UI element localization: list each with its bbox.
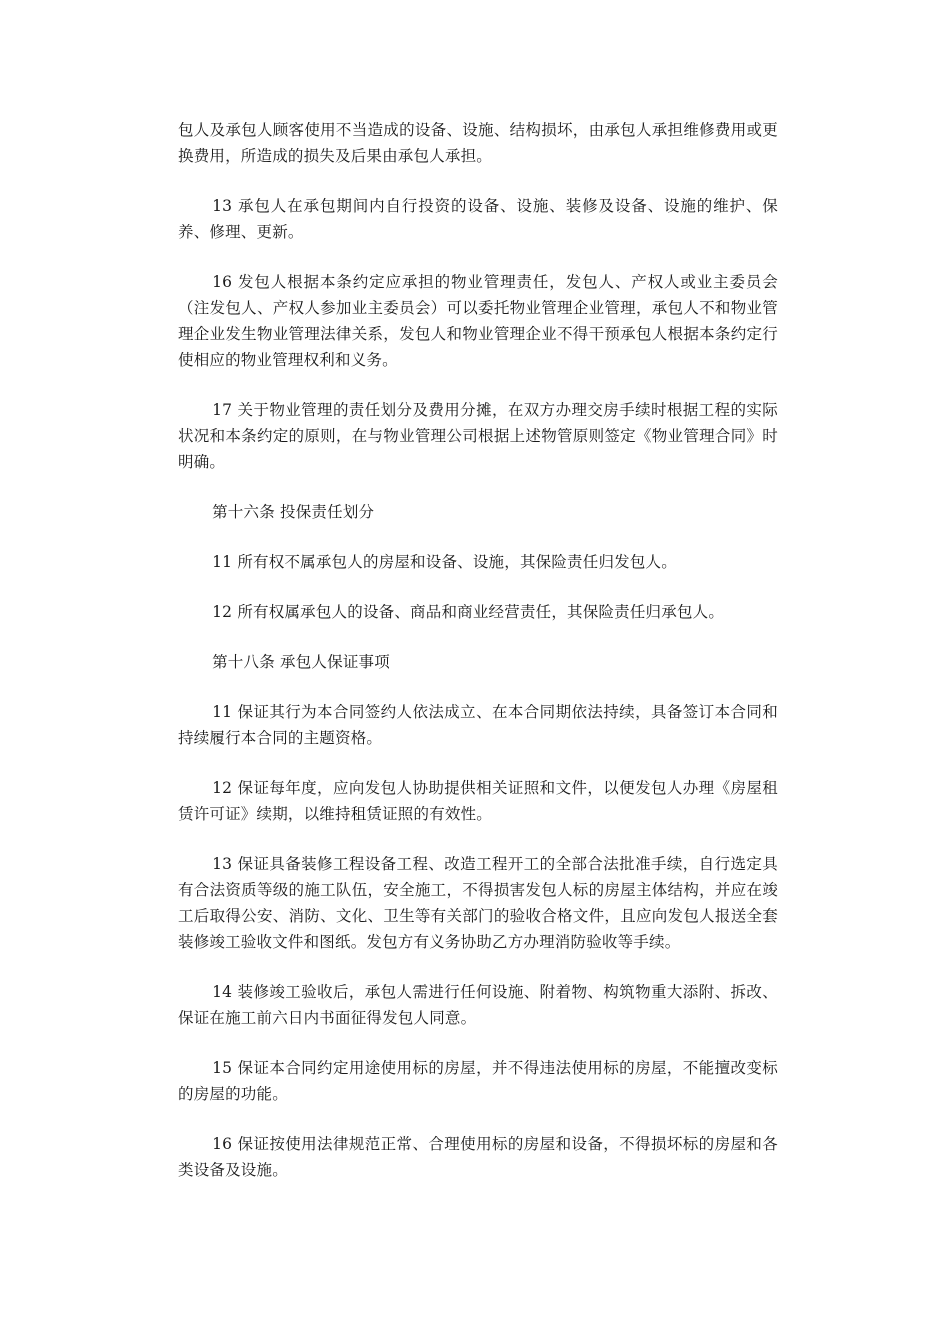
section-heading-article-16: 第十六条 投保责任划分 (212, 503, 375, 521)
paragraph-clause-11-insurance-owner: 11 所有权不属承包人的房屋和设备、设施，其保险责任归发包人。 (212, 553, 677, 571)
paragraph-guarantee-16: 16 保证按使用法律规范正常、合理使用标的房屋和设备，不得损坏标的房屋和各类设备及设施。 (178, 1135, 778, 1179)
paragraph-guarantee-13: 13 保证具备装修工程设备工程、改造工程开工的全部合法批准手续，自行选定具有合法资质等级的施工队伍，安全施工，不得损害发包人标的房屋主体结构，并应在竣工后取得公安、消防、文化、卫生等有关部门的验收合格文件，且应向发包人报送全套装修竣工验收文件和图纸。发包方有义务协助乙方办理消防验收等手续。 (178, 855, 778, 951)
paragraph-guarantee-12: 12 保证每年度，应向发包人协助提供相关证照和文件，以便发包人办理《房屋租赁许可证》续期，以维持租赁证照的有效性。 (178, 779, 778, 823)
paragraph-clause-13-maintenance: 13 承包人在承包期间内自行投资的设备、设施、装修及设备、设施的维护、保养、修理、更新。 (178, 197, 778, 241)
paragraph-clause-12-insurance-contractor: 12 所有权属承包人的设备、商品和商业经营责任，其保险责任归承包人。 (212, 603, 725, 621)
paragraph-guarantee-14: 14 装修竣工验收后，承包人需进行任何设施、附着物、构筑物重大添附、拆改、保证在施工前六日内书面征得发包人同意。 (178, 983, 778, 1027)
document-body (178, 117, 778, 1207)
section-heading-article-18: 第十八条 承包人保证事项 (212, 653, 390, 671)
paragraph-clause-17-cost-sharing: 17 关于物业管理的责任划分及费用分摊，在双方办理交房手续时根据工程的实际状况和本条约定的原则，在与物业管理公司根据上述物管原则签定《物业管理合同》时明确。 (178, 401, 778, 471)
paragraph-guarantee-11: 11 保证其行为本合同签约人依法成立、在本合同期依法持续，具备签订本合同和持续履行本合同的主题资格。 (178, 703, 778, 747)
paragraph-continuation: 包人及承包人顾客使用不当造成的设备、设施、结构损坏，由承包人承担维修费用或更换费用，所造成的损失及后果由承包人承担。 (178, 121, 778, 165)
paragraph-clause-16-property-management: 16 发包人根据本条约定应承担的物业管理责任，发包人、产权人或业主委员会（注发包人、产权人参加业主委员会）可以委托物业管理企业管理，承包人不和物业管理企业发生物业管理法律关系，发包人和物业管理企业不得干预承包人根据本条约定行使相应的物业管理权利和义务。 (178, 273, 778, 369)
paragraph-guarantee-15: 15 保证本合同约定用途使用标的房屋，并不得违法使用标的房屋，不能擅改变标的房屋的功能。 (178, 1059, 778, 1103)
